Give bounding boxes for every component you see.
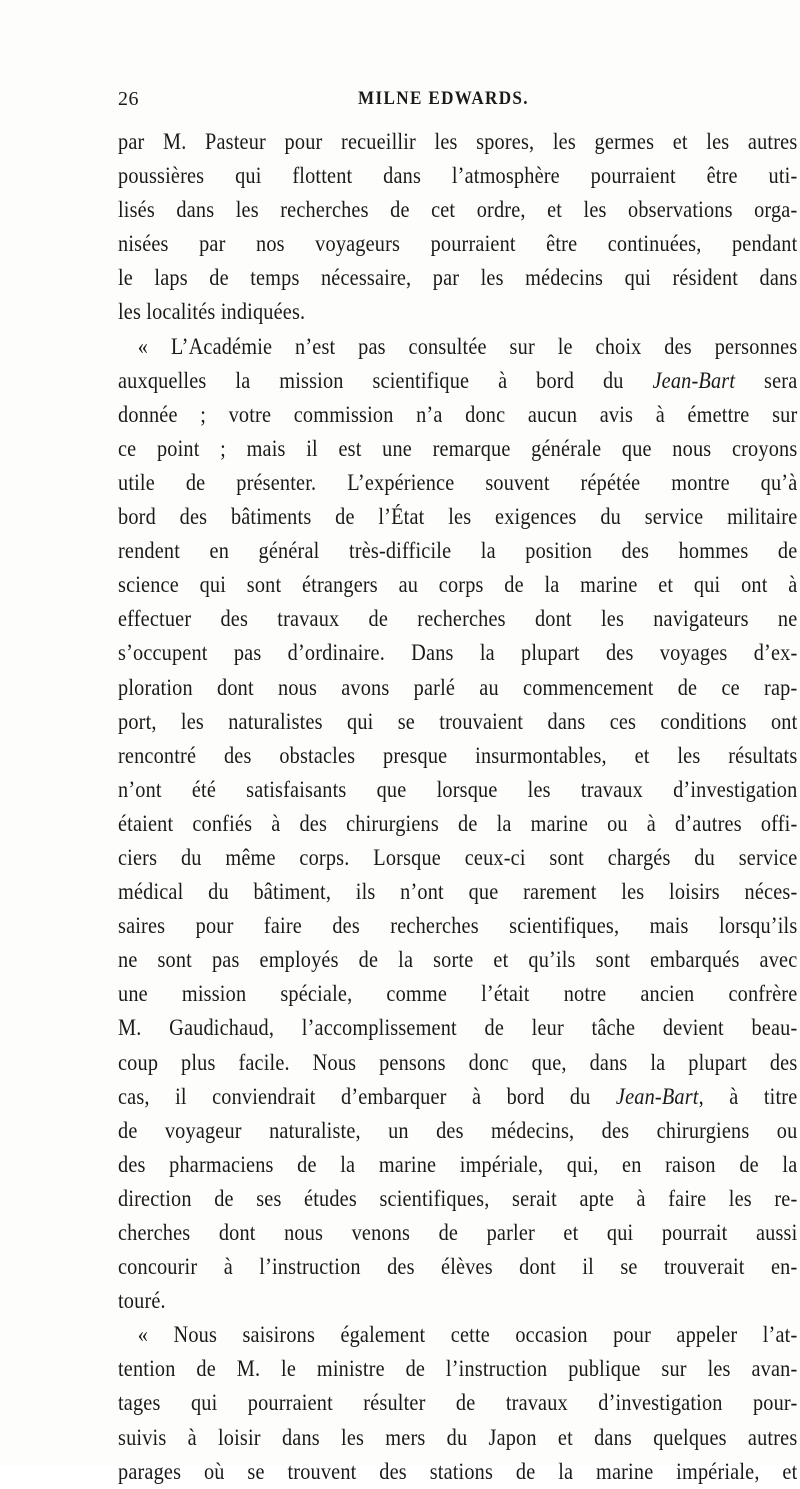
text-line: cherches dont nous venons de parler et qui pourrait aussi [118, 1220, 798, 1246]
text-line: science qui sont étrangers au corps de la marine et qui ont à [118, 572, 798, 599]
text-line: ciers du même corps. Lorsque ceux-ci sont chargés du service [118, 844, 798, 871]
text-line: rendent en général très-difficile la position des hommes de [118, 538, 798, 565]
text-line: lisés dans les recherches de cet ordre, et les observations orga- [118, 197, 798, 224]
text-line: port, les naturalistes qui se trouvaient dans ces conditions ont [118, 708, 798, 735]
text-line: utile de présenter. L’expérience souvent répétée montre qu’à [118, 469, 798, 496]
text-line: M. Gaudichaud, l’accomplissement de leur tâche devient beau- [118, 1015, 798, 1042]
text-line: des pharmaciens de la marine impériale, qui, en raison de la [118, 1151, 798, 1178]
text-line: par M. Pasteur pour recueillir les spores, les germes et les autres [118, 129, 798, 155]
text-line: le laps de temps nécessaire, par les médecins qui résident dans [118, 265, 798, 292]
text-line: cas, il conviendrait d’embarquer à bord du Jean-Bart, à titre [118, 1083, 798, 1110]
text-line: ploration dont nous avons parlé au commencement de ce rap- [118, 674, 798, 701]
text-line: tages qui pourraient résulter de travaux d’investigation pour- [118, 1390, 798, 1417]
text-line: « L’Académie n’est pas consultée sur le choix des personnes [137, 333, 798, 360]
text-line: une mission spéciale, comme l’était notre ancien confrère [118, 981, 798, 1008]
text-line: n’ont été satisfaisants que lorsque les travaux d’investigation [118, 776, 798, 803]
text-line: touré. [118, 1288, 166, 1315]
text-line: suivis à loisir dans les mers du Japon et dans quelques autres [118, 1424, 798, 1451]
body-text [118, 125, 798, 1489]
text-line: coup plus facile. Nous pensons donc que, dans la plupart des [118, 1049, 798, 1076]
text-line: donnée ; votre commission n’a donc aucun avis à émettre sur [118, 401, 798, 428]
text-line: nisées par nos voyageurs pourraient être continuées, pendant [118, 231, 798, 258]
text-line: auxquelles la mission scientifique à bord du Jean-Bart sera [118, 367, 798, 394]
text-line: saires pour faire des recherches scientifiques, mais lorsqu’ils [118, 913, 798, 940]
running-title: MILNE EDWARDS. [358, 88, 529, 109]
text-line: les localités indiquées. [118, 299, 306, 326]
text-line: bord des bâtiments de l’État les exigences du service militaire [118, 504, 798, 531]
page-number: 26 [118, 88, 139, 110]
text-line: s’occupent pas d’ordinaire. Dans la plupart des voyages d’ex- [118, 640, 798, 667]
text-line: concourir à l’instruction des élèves dont il se trouverait en- [118, 1254, 798, 1281]
text-line: ce point ; mais il est une remarque générale que nous croyons [118, 435, 798, 462]
text-line: de voyageur naturaliste, un des médecins, des chirurgiens ou [118, 1117, 798, 1144]
text-line: direction de ses études scientifiques, serait apte à faire les re- [118, 1185, 798, 1212]
text-line: « Nous saisirons également cette occasion pour appeler l’at- [137, 1322, 798, 1349]
text-line: médical du bâtiment, ils n’ont que rarement les loisirs néces- [118, 879, 798, 906]
text-line: poussières qui flottent dans l’atmosphère pourraient être uti- [118, 163, 798, 190]
text-line: effectuer des travaux de recherches dont les navigateurs ne [118, 606, 798, 633]
text-line: parages où se trouvent des stations de la marine impériale, et [118, 1458, 798, 1485]
text-line: rencontré des obstacles presque insurmontables, et les résultats [118, 742, 798, 769]
text-line: tention de M. le ministre de l’instruction publique sur les avan- [118, 1356, 798, 1383]
text-line: étaient confiés à des chirurgiens de la marine ou à d’autres offi- [118, 810, 798, 837]
page-header [88, 88, 788, 118]
text-line: ne sont pas employés de la sorte et qu’ils sont embarqués avec [118, 947, 798, 974]
